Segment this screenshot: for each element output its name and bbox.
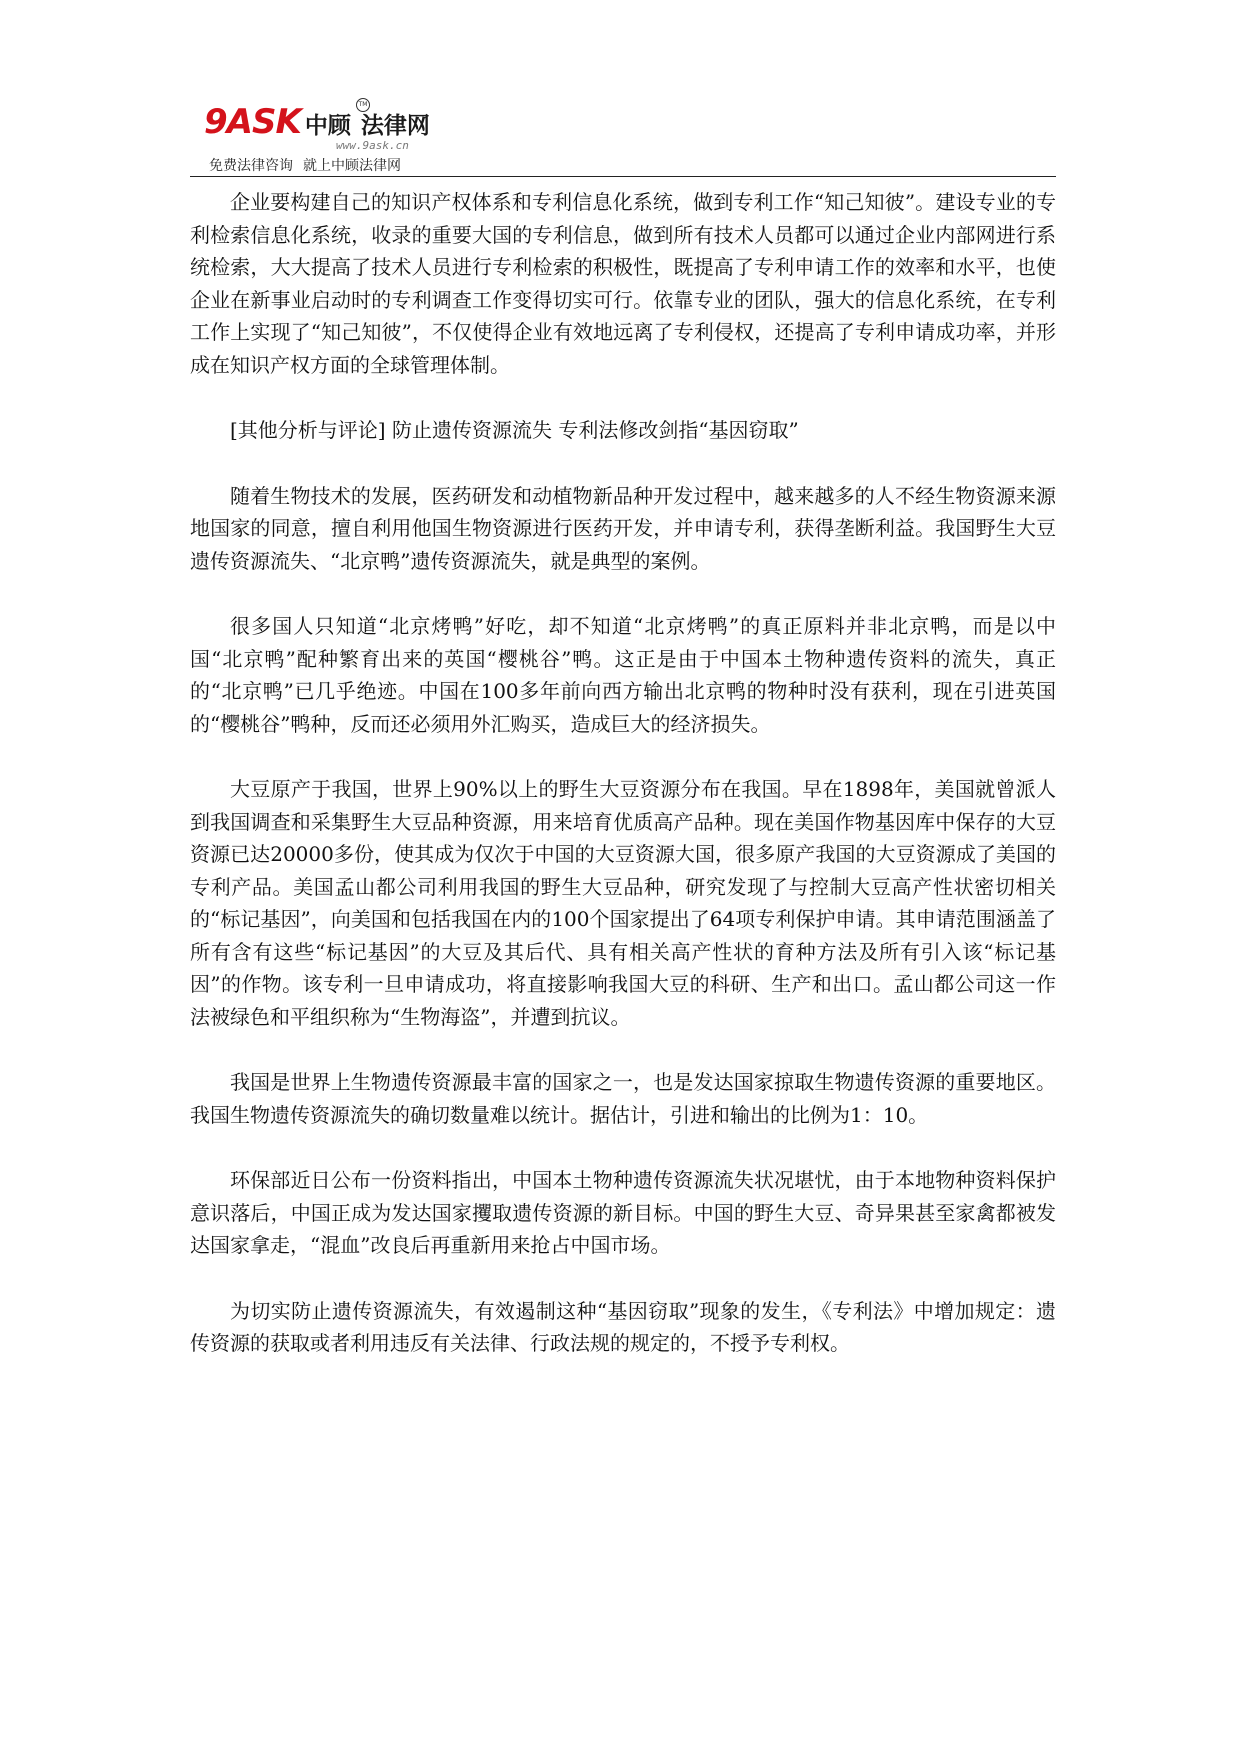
site-logo[interactable] xyxy=(204,101,430,142)
paragraph: 为切实防止遗传资源流失，有效遏制这种“基因窃取”现象的发生，《专利法》中增加规定：遗传资源的获取或者利用违反有关法律、行政法规的规定的，不授予专利权。 xyxy=(190,1298,1056,1355)
paragraph: 很多国人只知道“北京烤鸭”好吃，却不知道“北京烤鸭”的真正原料并非北京鸭，而是以中国“北京鸭”配种繁育出来的英国“樱桃谷”鸭。这正是由于中国本土物种遗传资料的流失，真正的“北京鸭”已几乎绝迹。中国在100多年前向西方输出北京鸭的物种时没有获利，现在引进英国的“樱桃谷”鸭种，反而还必须用外汇购买，造成巨大的经济损失。 xyxy=(190,614,1056,736)
slogan-part-2: 就上中顾法律网 xyxy=(303,158,401,174)
section-heading: [其他分析与评论] 防止遗传资源流失 专利法修改剑指“基因窃取” xyxy=(230,418,799,442)
logo-mark: 9ASK xyxy=(204,102,301,142)
document-body xyxy=(190,186,1056,1393)
trademark-icon: TM xyxy=(356,98,370,112)
header-divider xyxy=(190,176,1056,177)
slogan-part-1: 免费法律咨询 xyxy=(209,158,293,174)
logo-url: www.9ask.cn xyxy=(336,139,409,152)
slogan xyxy=(209,155,401,175)
page-header xyxy=(190,92,1056,177)
paragraph: 企业要构建自己的知识产权体系和专利信息化系统，做到专利工作“知己知彼”。建设专业的专利检索信息化系统，收录的重要大国的专利信息，做到所有技术人员都可以通过企业内部网进行系统检索，大大提高了技术人员进行专利检索的积极性，既提高了专利申请工作的效率和水平，也使企业在新事业启动时的专利调查工作变得切实可行。依靠专业的团队，强大的信息化系统，在专利工作上实现了“知己知彼”，不仅使得企业有效地远离了专利侵权，还提高了专利申请成功率，并形成在知识产权方面的全球管理体制。 xyxy=(190,190,1056,377)
paragraph: 大豆原产于我国，世界上90%以上的野生大豆资源分布在我国。早在1898年，美国就曾派人到我国调查和采集野生大豆品种资源，用来培育优质高产品种。现在美国作物基因库中保存的大豆资源已达20000多份，使其成为仅次于中国的大豆资源大国，很多原产我国的大豆资源成了美国的专利产品。美国孟山都公司利用我国的野生大豆品种，研究发现了与控制大豆高产性状密切相关的“标记基因”，向美国和包括我国在内的100个国家提出了64项专利保护申请。其申请范围涵盖了所有含有这些“标记基因”的大豆及其后代、具有相关高产性状的育种方法及所有引入该“标记基因”的作物。该专利一旦申请成功，将直接影响我国大豆的科研、生产和出口。孟山都公司这一作法被绿色和平组织称为“生物海盗”，并遭到抗议。 xyxy=(190,777,1056,1029)
paragraph: 我国是世界上生物遗传资源最丰富的国家之一，也是发达国家掠取生物遗传资源的重要地区。我国生物遗传资源流失的确切数量难以统计。据估计，引进和输出的比例为1：10。 xyxy=(190,1070,1056,1127)
paragraph: 环保部近日公布一份资料指出，中国本土物种遗传资源流失状况堪忧，由于本地物种资料保护意识落后，中国正成为发达国家攫取遗传资源的新目标。中国的野生大豆、奇异果甚至家禽都被发达国家拿走，“混血”改良后再重新用来抢占中国市场。 xyxy=(190,1168,1056,1257)
logo-name-2: 法律网 xyxy=(360,113,430,139)
paragraph: 随着生物技术的发展，医药研发和动植物新品种开发过程中，越来越多的人不经生物资源来源地国家的同意，擅自利用他国生物资源进行医药开发，并申请专利，获得垄断利益。我国野生大豆遗传资源流失、“北京鸭”遗传资源流失，就是典型的案例。 xyxy=(190,483,1056,573)
logo-name-1: 中顾 xyxy=(304,113,351,139)
